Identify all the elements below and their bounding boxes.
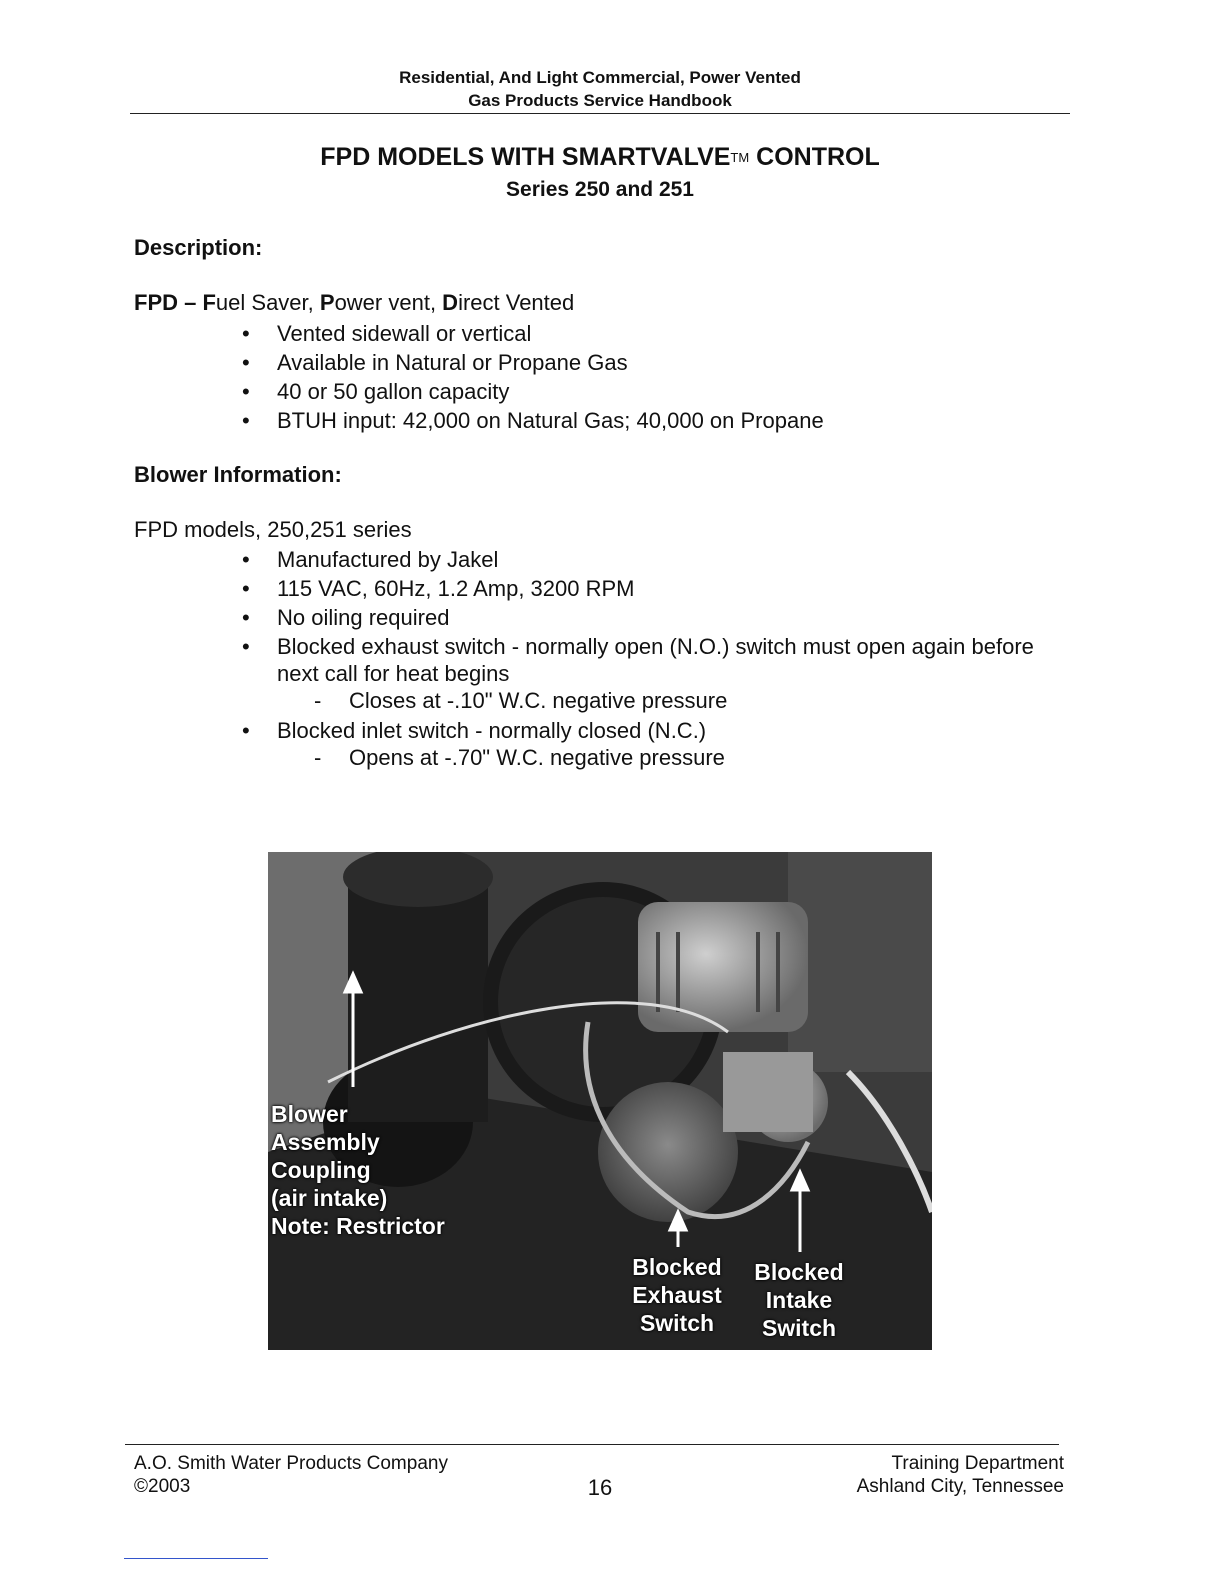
list-item [242,378,1037,405]
page-title [130,143,1070,172]
trademark: TM [730,150,750,165]
fpd-definition [134,290,574,316]
intake-label-line: Intake [765,1287,833,1313]
coupling-label-line: Coupling [271,1157,371,1183]
bullet-icon: • [242,321,250,346]
title-text-end: CONTROL [749,143,880,171]
sub-list-item-text: Opens at -.70" W.C. negative pressure [349,745,725,770]
footer-location: Ashland City, Tennessee [856,1476,1064,1497]
footer-left [134,1452,448,1498]
footer-company: A.O. Smith Water Products Company [134,1453,448,1474]
list-item-text: BTUH input: 42,000 on Natural Gas; 40,000 on Propane [277,408,824,433]
coupling-label-line: (air intake) [271,1185,388,1211]
list-item-text: 115 VAC, 60Hz, 1.2 Amp, 3200 RPM [277,576,635,601]
exhaust-label-line: Blocked [632,1254,722,1280]
list-item [242,407,1037,434]
blower-heading: Blower Information: [134,462,342,487]
page-subtitle: Series 250 and 251 [506,178,694,201]
footer-department: Training Department [891,1453,1064,1474]
dash-icon: - [314,688,322,713]
fpd-abbr: FPD – [134,290,203,315]
intake-switch-label [744,1258,854,1342]
footer-copyright: ©2003 [134,1476,191,1497]
list-item [242,349,1037,376]
list-item-text: Available in Natural or Propane Gas [277,350,628,375]
footer-divider [125,1444,1059,1445]
list-item-text: 40 or 50 gallon capacity [277,379,510,404]
list-item [242,575,1037,602]
exhaust-label-line: Exhaust [632,1282,722,1308]
blower-intro: FPD models, 250,251 series [134,517,412,542]
list-item-text: Manufactured by Jakel [277,547,499,572]
exhaust-switch-label [622,1253,732,1337]
page-header [130,66,1070,112]
text-uel-saver: uel Saver, [215,290,320,315]
bullet-icon: • [242,605,250,630]
bullet-icon: • [242,718,250,743]
intake-label-line: Switch [761,1315,837,1341]
footnote-rule [124,1558,268,1559]
list-item [242,633,1037,687]
description-heading: Description: [134,235,263,260]
header-line-2: Gas Products Service Handbook [468,91,732,110]
bullet-icon: • [242,576,250,601]
coupling-label [271,1100,445,1240]
page-number: 16 [587,1475,613,1500]
title-text: FPD MODELS WITH SMARTVALVE [320,143,731,171]
bullet-icon: • [242,634,250,659]
list-item-text: Blocked inlet switch - normally closed (N.C.) [277,718,707,743]
letter-p: P [319,290,335,315]
list-item [242,546,1037,573]
text-irect-vented: irect Vented [458,290,575,315]
letter-f: F [202,290,216,315]
exhaust-label-line: Switch [639,1310,715,1336]
letter-d: D [442,290,459,315]
list-item-text: Vented sidewall or vertical [277,321,532,346]
sub-list-item [314,745,725,771]
list-item-text: Blocked exhaust switch - normally open (N.O.) switch must open again before next call for heat begins [277,634,1034,686]
list-item [242,320,1037,347]
coupling-label-line: Assembly [271,1129,380,1155]
list-item [242,717,1037,744]
bullet-icon: • [242,350,250,375]
list-item-text: No oiling required [277,605,450,630]
bullet-icon: • [242,547,250,572]
bullet-icon: • [242,408,250,433]
sub-list-item-text: Closes at -.10" W.C. negative pressure [349,688,728,713]
coupling-label-line: Note: Restrictor [271,1213,445,1239]
blower-assembly-photo [268,852,932,1350]
header-line-1: Residential, And Light Commercial, Power Vented [399,68,801,87]
list-item [242,604,1037,631]
header-divider [130,113,1070,114]
text-ower-vent: ower vent, [334,290,443,315]
bullet-icon: • [242,379,250,404]
sub-list-item [314,688,728,714]
dash-icon: - [314,745,322,770]
intake-label-line: Blocked [754,1259,844,1285]
coupling-label-line: Blower [271,1101,348,1127]
footer-right [857,1452,1064,1498]
